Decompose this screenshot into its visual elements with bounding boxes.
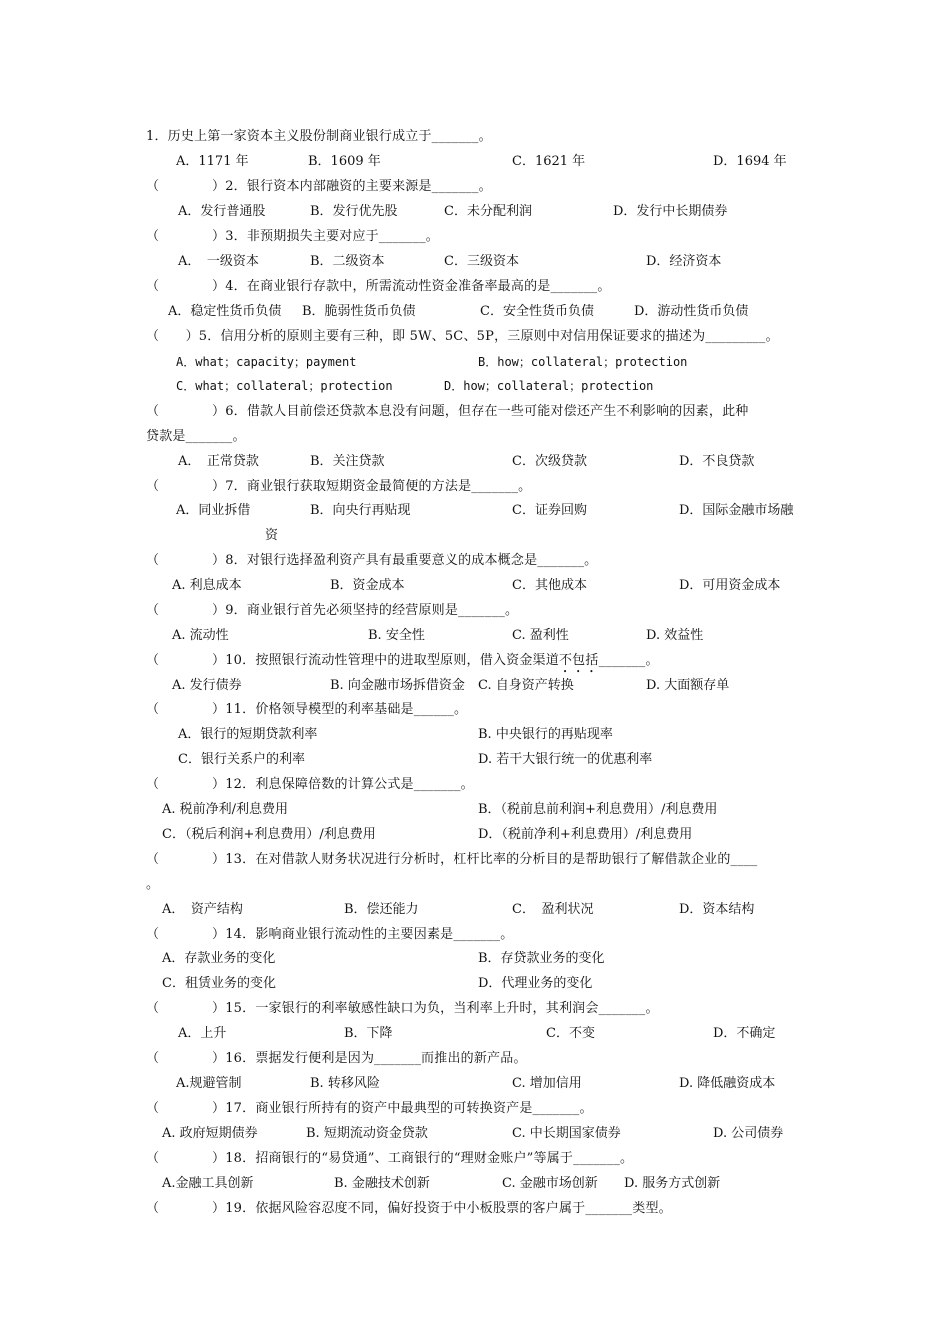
question-7 — [146, 474, 826, 499]
question-3 — [146, 224, 826, 249]
question-stem: （ ）9．商业银行首先必须坚持的经营原则是_______。 — [146, 603, 519, 618]
question-14-options-row2 — [146, 971, 826, 996]
question-stem: （ ）19．依据风险容忍度不同，偏好投资于中小板股票的客户属于_______类型。 — [146, 1201, 672, 1216]
option-c: C．其他成本 — [512, 578, 587, 593]
option-a: A．银行的短期贷款利率 — [178, 727, 318, 742]
question-stem: （ ）11．价格领导模型的利率基础是______。 — [146, 702, 468, 717]
option-b: B．资金成本 — [330, 578, 405, 593]
option-c: C．银行关系户的利率 — [178, 752, 305, 767]
question-12-options-row2 — [146, 822, 826, 847]
option-d: D．游动性货币负债 — [634, 304, 749, 319]
option-d: D. 降低融资成本 — [679, 1076, 776, 1091]
question-12 — [146, 772, 826, 797]
question-9-options — [146, 623, 826, 648]
option-c: C．未分配利润 — [444, 204, 532, 219]
option-a: A．发行普通股 — [178, 204, 266, 219]
option-b: B．发行优先股 — [310, 204, 398, 219]
option-c: C. 自身资产转换 — [478, 678, 574, 693]
question-1 — [146, 124, 826, 149]
option-b: B．how；collateral；protection — [478, 355, 688, 369]
question-18-options — [146, 1171, 826, 1196]
option-d: D．不确定 — [713, 1026, 776, 1041]
option-a: A. 税前净利/利息费用 — [162, 802, 289, 817]
option-a: A． 资产结构 — [162, 902, 243, 917]
option-b: B. 安全性 — [368, 628, 425, 643]
question-stem: （ ）8．对银行选择盈利资产具有最重要意义的成本概念是_______。 — [146, 553, 598, 568]
option-c: C．what；collateral；protection — [176, 379, 393, 393]
question-3-options — [146, 249, 826, 274]
question-stem — [146, 648, 659, 676]
option-continued: 资 — [265, 528, 279, 543]
option-b: B．二级资本 — [310, 254, 385, 269]
option-a: A．存款业务的变化 — [162, 951, 276, 966]
option-b: B．1609 年 — [308, 154, 381, 169]
option-d: D．发行中长期债券 — [613, 204, 728, 219]
option-c: C. 增加信用 — [512, 1076, 582, 1091]
question-6 — [146, 399, 826, 424]
question-17-options — [146, 1121, 826, 1146]
question-stem: （ ）16．票据发行便利是因为_______而推出的新产品。 — [146, 1051, 527, 1066]
option-d: D．how；collateral；protection — [444, 379, 654, 393]
question-10 — [146, 648, 826, 673]
option-a: A. 流动性 — [172, 628, 229, 643]
question-stem: （ ）4．在商业银行存款中，所需流动性资金准备率最高的是_______。 — [146, 279, 611, 294]
question-18 — [146, 1146, 826, 1171]
option-a: A.金融工具创新 — [162, 1176, 254, 1191]
question-stem-continued: 。 — [146, 877, 160, 892]
question-8 — [146, 548, 826, 573]
question-13-stem-cont — [146, 872, 826, 897]
question-14-options-row1 — [146, 946, 826, 971]
question-14 — [146, 922, 826, 947]
question-9 — [146, 598, 826, 623]
question-6-stem-cont — [146, 424, 826, 449]
option-a: A． 一级资本 — [178, 254, 259, 269]
question-stem: （ ）3．非预期损失主要对应于_______。 — [146, 229, 439, 244]
question-17 — [146, 1096, 826, 1121]
option-c: C. 盈利性 — [512, 628, 569, 643]
option-b: B. 向金融市场拆借资金 — [330, 678, 465, 693]
question-1-options — [146, 149, 826, 174]
question-stem: （ ）15．一家银行的利率敏感性缺口为负，当利率上升时，其利润会_______。 — [146, 1001, 659, 1016]
option-a: A．what；capacity；payment — [176, 355, 357, 369]
question-stem: （ ）5．信用分析的原则主要有三种，即 5W、5C、5P，三原则中对信用保证要求的描述为_________。 — [146, 329, 779, 344]
option-a: A. 发行债券 — [172, 678, 242, 693]
option-b: B．偿还能力 — [344, 902, 419, 917]
question-2-options — [146, 199, 826, 224]
question-16 — [146, 1046, 826, 1071]
question-stem-continued: 贷款是_______。 — [146, 429, 246, 444]
option-c: C． 盈利状况 — [512, 902, 594, 917]
option-a: A. 利息成本 — [172, 578, 242, 593]
question-4 — [146, 274, 826, 299]
option-c: C. 金融市场创新 — [502, 1176, 598, 1191]
option-d: D. 若干大银行统一的优惠利率 — [478, 752, 653, 767]
option-b: B．脆弱性货币负债 — [302, 304, 416, 319]
question-5 — [146, 324, 826, 349]
option-d: D．代理业务的变化 — [478, 976, 593, 991]
option-b: B. 中央银行的再贴现率 — [478, 727, 613, 742]
option-d: D．1694 年 — [713, 154, 787, 169]
option-b: B. 金融技术创新 — [334, 1176, 430, 1191]
question-stem: （ ）7．商业银行获取短期资金最简便的方法是_______。 — [146, 479, 532, 494]
option-b: B．存贷款业务的变化 — [478, 951, 605, 966]
option-d: D. 公司债券 — [713, 1126, 784, 1141]
option-a: A．1171 年 — [176, 154, 249, 169]
question-19 — [146, 1196, 826, 1221]
question-4-options — [146, 299, 826, 324]
option-c: C．三级资本 — [444, 254, 519, 269]
question-10-options — [146, 673, 826, 698]
question-stem: （ ）18．招商银行的“易贷通”、工商银行的“理财金账户”等属于_______。 — [146, 1151, 634, 1166]
question-stem: （ ）13．在对借款人财务状况进行分析时，杠杆比率的分析目的是帮助银行了解借款企业的____ — [146, 852, 758, 867]
option-a: A．同业拆借 — [176, 503, 251, 518]
option-c: C．安全性货币负债 — [480, 304, 594, 319]
option-d: D．可用资金成本 — [679, 578, 781, 593]
option-c: C．租赁业务的变化 — [162, 976, 276, 991]
option-d: D．资本结构 — [679, 902, 755, 917]
question-15-options — [146, 1021, 826, 1046]
option-d: D．国际金融市场融 — [679, 503, 794, 518]
option-a: A．上升 — [178, 1026, 227, 1041]
question-stem: （ ）14．影响商业银行流动性的主要因素是_______。 — [146, 927, 514, 942]
question-stem: 1．历史上第一家资本主义股份制商业银行成立于_______。 — [146, 129, 492, 144]
option-b: B．（税前息前利润+利息费用）/利息费用 — [478, 802, 718, 817]
option-b: B. 转移风险 — [310, 1076, 380, 1091]
option-b: B．关注贷款 — [310, 454, 385, 469]
question-11-options-row1 — [146, 722, 826, 747]
question-5-options-row2 — [146, 374, 826, 399]
option-a: A.规避管制 — [176, 1076, 242, 1091]
question-stem-emphasis: 不包括 — [558, 653, 599, 668]
question-stem-text: （ ）10．按照银行流动性管理中的进取型原则，借入资金渠道 — [146, 653, 559, 668]
question-16-options — [146, 1071, 826, 1096]
option-c: C．证券回购 — [512, 503, 587, 518]
question-stem: （ ）12．利息保障倍数的计算公式是_______。 — [146, 777, 474, 792]
question-8-options — [146, 573, 826, 598]
option-d: D. 服务方式创新 — [624, 1176, 721, 1191]
question-6-options — [146, 449, 826, 474]
question-stem: （ ）2．银行资本内部融资的主要来源是_______。 — [146, 179, 492, 194]
option-d: D．不良贷款 — [679, 454, 755, 469]
option-a: A． 正常贷款 — [178, 454, 259, 469]
option-d: D. 大面额存单 — [646, 678, 730, 693]
option-c: C．次级贷款 — [512, 454, 587, 469]
question-13 — [146, 847, 826, 872]
option-c: C. 中长期国家债券 — [512, 1126, 621, 1141]
question-13-options — [146, 897, 826, 922]
option-c: C．1621 年 — [512, 154, 586, 169]
question-7-option-cont — [146, 523, 826, 548]
option-a: A．稳定性货币负债 — [168, 304, 282, 319]
question-15 — [146, 996, 826, 1021]
question-stem: （ ）17．商业银行所持有的资产中最典型的可转换资产是_______。 — [146, 1101, 593, 1116]
question-12-options-row1 — [146, 797, 826, 822]
question-5-options-row1 — [146, 350, 826, 375]
option-b: B．下降 — [344, 1026, 393, 1041]
option-b: B．向央行再贴现 — [310, 503, 411, 518]
option-d: D. 效益性 — [646, 628, 704, 643]
option-d: D．（税前净利+利息费用）/利息费用 — [478, 827, 693, 842]
option-d: D．经济资本 — [646, 254, 722, 269]
option-c: C．不变 — [546, 1026, 595, 1041]
question-stem-tail: _______。 — [598, 653, 659, 668]
question-11 — [146, 697, 826, 722]
option-b: B. 短期流动资金贷款 — [306, 1126, 428, 1141]
option-c: C．（税后利润+利息费用）/利息费用 — [162, 827, 376, 842]
option-a: A. 政府短期债券 — [162, 1126, 258, 1141]
question-7-options — [146, 498, 826, 523]
question-stem: （ ）6．借款人目前偿还贷款本息没有问题，但存在一些可能对偿还产生不利影响的因素，此种 — [146, 404, 749, 419]
question-11-options-row2 — [146, 747, 826, 772]
question-2 — [146, 174, 826, 199]
